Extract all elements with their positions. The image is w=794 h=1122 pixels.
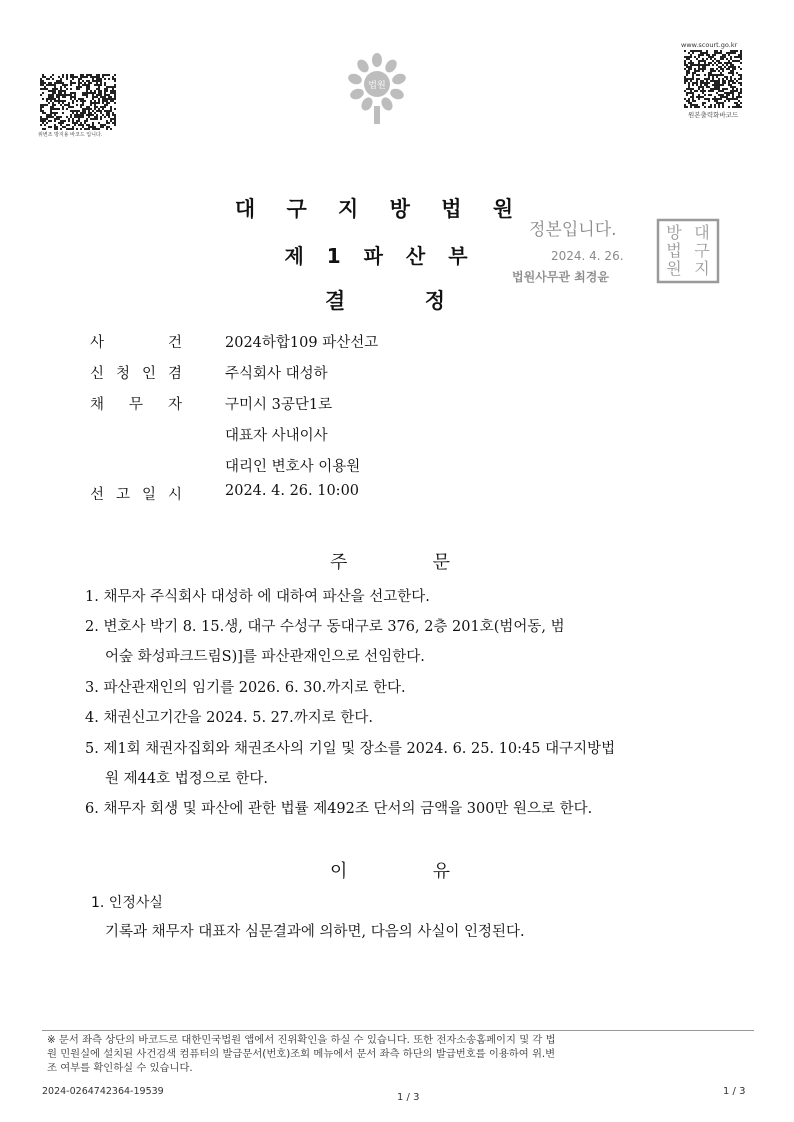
svg-text:지: 지 bbox=[694, 259, 710, 278]
case-info-label bbox=[90, 483, 182, 504]
barcode-caption: 위변조 방지용 바코드 입니다. bbox=[38, 132, 103, 138]
case-info-label bbox=[90, 393, 182, 414]
original-print-qr-code bbox=[684, 50, 742, 108]
case-info-value: 구미시 3공단1로 bbox=[225, 397, 333, 413]
svg-text:구: 구 bbox=[694, 241, 710, 260]
case-label-char: 신 bbox=[90, 366, 105, 382]
footer-note-line: 조 여부를 확인하실 수 있습니다. bbox=[47, 1062, 193, 1074]
order-item: 1. 채무자 주식회사 대성하 에 대하여 파산을 선고한다. bbox=[85, 589, 430, 605]
court-clerk: 법원사무관 최경윤 bbox=[512, 270, 609, 284]
order-item-continuation: 원 제44호 법정으로 한다. bbox=[105, 771, 268, 787]
case-info-value: 2024하합109 파산선고 bbox=[225, 335, 379, 351]
certified-copy-stamp: 정본입니다. bbox=[529, 220, 617, 240]
case-info-value: 주식회사 대성하 bbox=[225, 366, 328, 382]
case-label-char: 인 bbox=[141, 366, 156, 382]
case-info-value: 2024. 4. 26. 10:00 bbox=[225, 483, 360, 499]
order-title-char: 문 bbox=[432, 552, 450, 573]
svg-text:법: 법 bbox=[666, 241, 682, 260]
case-label-char: 건 bbox=[167, 335, 182, 351]
case-label-char: 무 bbox=[128, 397, 143, 413]
case-label-char: 자 bbox=[167, 397, 182, 413]
order-item: 3. 파산관재인의 임기를 2026. 6. 30.까지로 한다. bbox=[85, 680, 406, 696]
reason-heading: 1. 인정사실 bbox=[91, 895, 163, 911]
case-label-char: 겸 bbox=[167, 366, 182, 382]
court-name: 대 구 지 방 법 원 bbox=[234, 197, 526, 221]
case-label-char: 청 bbox=[115, 366, 130, 382]
certification-date: 2024. 4. 26. bbox=[551, 249, 624, 263]
doc-type-char: 정 bbox=[424, 289, 445, 313]
order-section-title bbox=[330, 548, 450, 574]
court-website-url: www.scourt.go.kr bbox=[681, 41, 738, 49]
order-item: 6. 채무자 회생 및 파산에 관한 법률 제492조 단서의 금액을 300만 원으로 한다. bbox=[85, 801, 593, 817]
footer-note-line: 원 민원실에 설치된 사건검색 컴퓨터의 발급문서(번호)조회 메뉴에서 문서 좌측 하단의 발급번호를 이용하여 위.변 bbox=[47, 1048, 556, 1060]
case-label-char: 사 bbox=[90, 335, 105, 351]
reason-section-title bbox=[330, 857, 450, 883]
footer-note bbox=[47, 1033, 749, 1075]
svg-text:법원: 법원 bbox=[368, 81, 386, 91]
division-name: 제 1 파 산 부 bbox=[284, 244, 476, 268]
case-label-char: 시 bbox=[167, 487, 182, 503]
case-info-label bbox=[90, 362, 182, 383]
case-label-char: 선 bbox=[90, 487, 105, 503]
reason-body: 기록과 채무자 대표자 심문결과에 의하면, 다음의 사실이 인정된다. bbox=[105, 924, 525, 940]
reason-title-char: 유 bbox=[432, 861, 450, 882]
case-label-char: 일 bbox=[141, 487, 156, 503]
order-title-char: 주 bbox=[330, 552, 348, 573]
document-type bbox=[325, 285, 445, 315]
page-number-center: 1 / 3 bbox=[397, 1092, 420, 1103]
svg-text:방: 방 bbox=[666, 223, 682, 242]
qr-caption: 원본출력화바코드 bbox=[688, 111, 739, 119]
case-info-value: 대표자 사내이사 bbox=[225, 428, 328, 444]
svg-text:원: 원 bbox=[666, 259, 682, 278]
order-item-continuation: 어숲 화성파크드림S)]를 파산관재인으로 선임한다. bbox=[105, 649, 425, 665]
case-label-char: 채 bbox=[90, 397, 105, 413]
court-seal-icon bbox=[656, 218, 720, 284]
svg-text:대: 대 bbox=[694, 223, 710, 242]
order-item: 2. 변호사 박기 8. 15.생, 대구 수성구 동대구로 376, 2층 201호(범어동, 범 bbox=[85, 619, 565, 635]
doc-type-char: 결 bbox=[325, 289, 346, 313]
verification-barcode bbox=[40, 74, 116, 130]
footer-note-line: ※ 문서 좌측 상단의 바코드로 대한민국법원 앱에서 진위확인을 하실 수 있습니다. 또한 전자소송홈페이지 및 각 법 bbox=[47, 1034, 556, 1046]
order-item: 5. 제1회 채권자집회와 채권조사의 기일 및 장소를 2024. 6. 25. 10:45 대구지방법 bbox=[85, 741, 616, 757]
case-label-char: 고 bbox=[115, 487, 130, 503]
order-item: 4. 채권신고기간을 2024. 5. 27.까지로 한다. bbox=[85, 710, 373, 726]
issue-number: 2024-0264742364-19539 bbox=[42, 1086, 164, 1097]
case-info-value: 대리인 변호사 이용원 bbox=[225, 459, 361, 475]
case-info-label bbox=[90, 331, 182, 352]
reason-title-char: 이 bbox=[330, 861, 348, 882]
court-emblem-icon bbox=[345, 52, 409, 126]
page-number-right: 1 / 3 bbox=[723, 1086, 746, 1097]
